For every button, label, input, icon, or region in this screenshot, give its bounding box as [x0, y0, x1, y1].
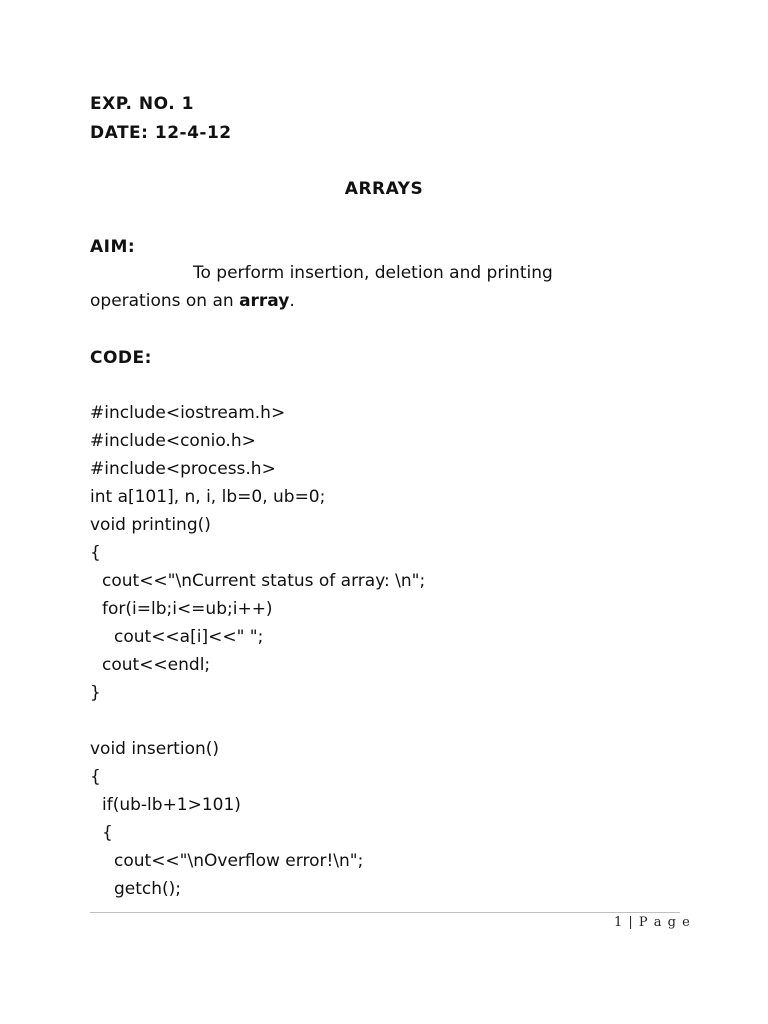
document-title: ARRAYS — [344, 179, 424, 199]
code-line: cout<<"\nCurrent status of array: \n"; — [102, 571, 426, 591]
aim-text-line-2 — [90, 290, 295, 312]
aim-heading: AIM: — [90, 237, 136, 257]
aim-text-bold-term: array — [239, 291, 290, 311]
code-line: #include<iostream.h> — [90, 403, 286, 423]
code-line: } — [90, 683, 101, 703]
code-line: int a[101], n, i, lb=0, ub=0; — [90, 487, 326, 507]
code-line: { — [90, 543, 101, 563]
page-number: 1 | P a g e — [614, 915, 691, 930]
aim-text-line-1: To perform insertion, deletion and printing — [193, 263, 553, 283]
code-line: cout<<endl; — [102, 655, 211, 675]
code-line: if(ub-lb+1>101) — [102, 795, 241, 815]
code-line: #include<process.h> — [90, 459, 276, 479]
code-line: void insertion() — [90, 739, 220, 759]
code-line: cout<<"\nOverflow error!\n"; — [114, 851, 364, 871]
code-line: void printing() — [90, 515, 211, 535]
aim-text-suffix: . — [289, 291, 295, 311]
code-line: { — [90, 767, 101, 787]
footer-divider — [90, 912, 680, 913]
experiment-number: EXP. NO. 1 — [90, 94, 194, 114]
code-line: { — [102, 823, 113, 843]
code-line: cout<<a[i]<<" "; — [114, 627, 264, 647]
code-line: getch(); — [114, 879, 182, 899]
code-heading: CODE: — [90, 348, 152, 368]
experiment-date: DATE: 12-4-12 — [90, 123, 232, 143]
code-line: #include<conio.h> — [90, 431, 256, 451]
code-line: for(i=lb;i<=ub;i++) — [102, 599, 273, 619]
aim-text-prefix: operations on an — [90, 291, 240, 311]
